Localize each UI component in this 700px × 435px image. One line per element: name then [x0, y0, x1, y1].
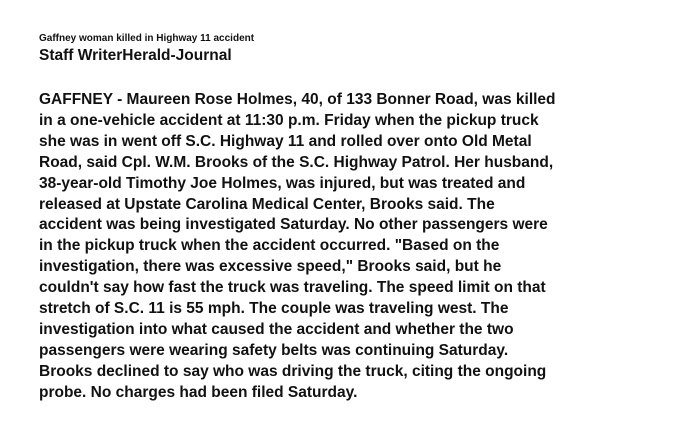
- article-byline: Staff WriterHerald-Journal: [39, 47, 232, 64]
- body-line: 38-year-old Timothy Joe Holmes, was injured, but was treated and: [39, 174, 526, 192]
- body-line: stretch of S.C. 11 is 55 mph. The couple was traveling west. The: [39, 300, 509, 318]
- body-line: in a one-vehicle accident at 11:30 p.m. Friday when the pickup truck: [39, 111, 539, 129]
- body-line: GAFFNEY - Maureen Rose Holmes, 40, of 133 Bonner Road, was killed: [39, 91, 556, 108]
- body-line: accident was being investigated Saturday. No other passengers were: [39, 216, 548, 234]
- body-line: investigation into what caused the accident and whether the two: [39, 320, 514, 338]
- body-line: Road, said Cpl. W.M. Brooks of the S.C. Highway Patrol. Her husband,: [39, 153, 554, 171]
- body-line: in the pickup truck when the accident occurred. "Based on the: [39, 237, 500, 255]
- body-line: probe. No charges had been filed Saturday.: [39, 383, 358, 401]
- body-line: passengers were wearing safety belts was continuing Saturday.: [39, 341, 509, 359]
- body-line: she was in went off S.C. Highway 11 and rolled over onto Old Metal: [39, 132, 532, 150]
- body-line: Brooks declined to say who was driving the truck, citing the ongoing: [39, 362, 547, 380]
- article-headline: Gaffney woman killed in Highway 11 accident: [39, 33, 255, 44]
- article-body: [39, 90, 679, 404]
- body-line: released at Upstate Carolina Medical Center, Brooks said. The: [39, 195, 495, 213]
- body-line: couldn't say how fast the truck was traveling. The speed limit on that: [39, 279, 546, 297]
- body-line: investigation, there was excessive speed," Brooks said, but he: [39, 258, 502, 276]
